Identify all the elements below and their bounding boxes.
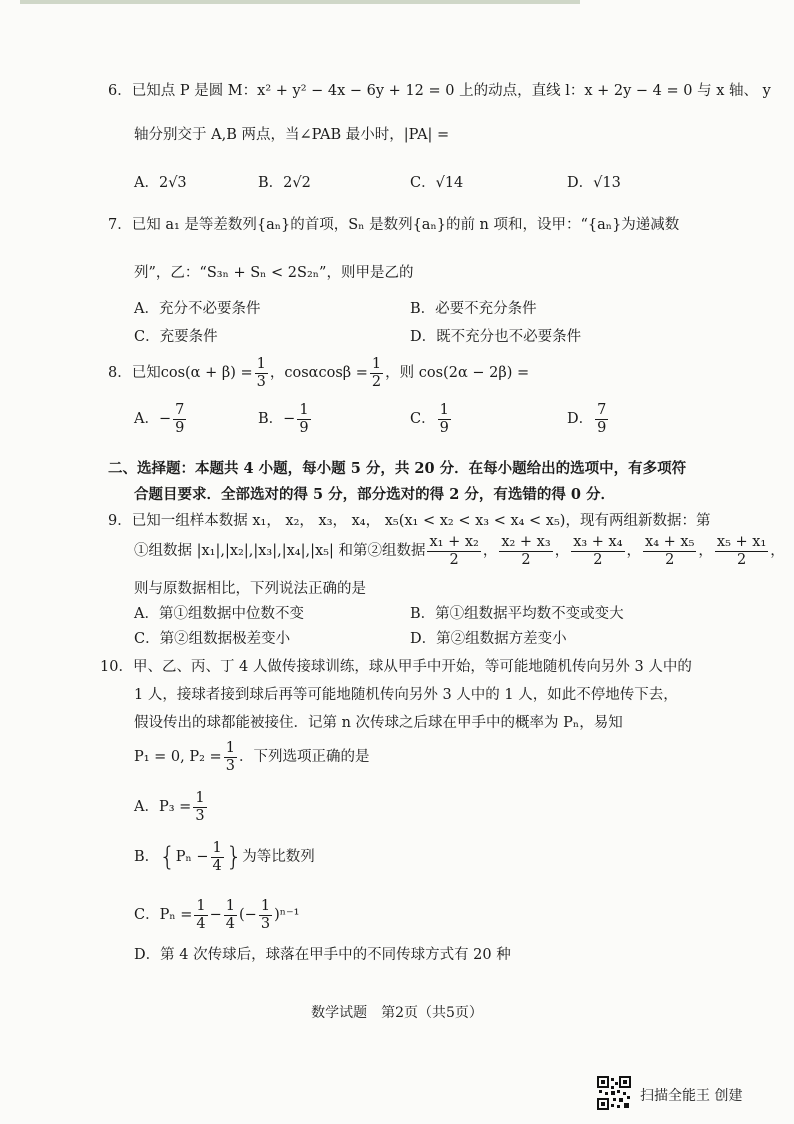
q9-frac-3: $\frac{\text{x₃ + x₄}}{2}$	[573, 534, 623, 568]
q6-option-c: C．√14	[410, 175, 464, 191]
q10-option-d: D．第 4 次传球后，球落在甲手中的不同传球方式有 20 种	[134, 947, 511, 963]
q10-line2: 1 人，接球者接到球后再等可能地随机传向另外 3 人中的 1 人，如此不停地传下去，	[134, 687, 678, 703]
page-footer: 数学试题 第2页（共5页）	[311, 1005, 483, 1021]
q8-fraction-1: $\frac{1}{3}$	[256, 356, 266, 390]
q10-line3: 假设传出的球都能被接住．记第 n 次传球之后球在甲手中的概率为 Pₙ，易知	[134, 715, 623, 731]
q6-option-b: B．2√2	[258, 175, 311, 191]
q7-line1: 7．已知 a₁ 是等差数列{aₙ}的首项，Sₙ 是数列{aₙ}的前 n 项和，设甲：“{aₙ}为递减数	[108, 217, 680, 233]
q9-option-a: A．第①组数据中位数不变	[134, 606, 304, 622]
section2-heading-line2: 合题目要求．全部选对的得 5 分，部分选对的得 2 分，有选错的得 0 分．	[134, 486, 616, 503]
q8-prefix: 8．已知	[108, 365, 161, 382]
q9-option-d: D．第②组数据方差变小	[410, 631, 567, 647]
q6-option-a: A．2√3	[134, 175, 187, 191]
q9-line2: ①组数据 |x₁|,|x₂|,|x₃|,|x₄|,|x₅| 和第②组数据 $\frac{\text{x₁ + x₂}}{2}$ ， $\frac{\text{x₂ + x₃}}{2}$ ， $\frac{\text{x₃ + x₄}}{2}$ ， $\frac{\text{x₄ + x₅}}{2}$ ， $\frac{\text{x₅ + x₁}}{2}$ ，	[134, 534, 785, 568]
q8-option-c: C． $\frac{1}{9}$	[410, 402, 449, 436]
q10-p2-fraction: $\frac{1}{3}$	[225, 740, 235, 774]
q7-line2: 列”，乙：“S₃ₙ + Sₙ < 2S₂ₙ”，则甲是乙的	[134, 265, 414, 281]
q7-option-b: B．必要不充分条件	[410, 301, 537, 317]
q9-frac-5: $\frac{\text{x₅ + x₁}}{2}$	[716, 534, 767, 568]
q10-option-c: C．Pₙ = $\frac{1}{4}$ − $\frac{1}{4}$ (− $\frac{1}{3}$ )ⁿ⁻¹	[134, 898, 300, 932]
q10-option-a: A．P₃ = $\frac{1}{3}$	[134, 790, 205, 824]
q10-line4: P₁ = 0, P₂ = $\frac{1}{3}$ ．下列选项正确的是	[134, 740, 370, 774]
q6-line2: 轴分别交于 A,B 两点，当∠PAB 最小时，|PA| =	[134, 127, 450, 143]
q7-option-a: A．充分不必要条件	[134, 301, 261, 317]
q10-line1: 10．甲、乙、丙、丁 4 人做传接球训练，球从甲手中开始，等可能地随机传向另外 3 人中的	[100, 659, 692, 675]
section2-heading-line1: 二、选择题：本题共 4 小题，每小题 5 分，共 20 分．在每小题给出的选项中，有多项符	[108, 460, 687, 477]
scanner-brand-watermark: 扫描全能王 创建	[640, 1088, 743, 1104]
q8-option-b: B．− $\frac{1}{9}$	[258, 402, 309, 436]
q8-fraction-2: $\frac{1}{2}$	[371, 356, 382, 390]
q8-part3: ，则 cos(2α − 2β) =	[385, 365, 530, 382]
q9-option-b: B．第①组数据平均数不变或变大	[410, 606, 624, 622]
q9-frac-4: $\frac{\text{x₄ + x₅}}{2}$	[645, 534, 695, 568]
q9-line1: 9．已知一组样本数据 x₁， x₂， x₃， x₄， x₅(x₁ < x₂ < x₃ < x₄ < x₅)，现有两组新数据：第	[108, 513, 711, 529]
q9-frac-2: $\frac{\text{x₂ + x₃}}{2}$	[501, 534, 551, 568]
q8-part2: ，cosαcosβ =	[269, 365, 368, 382]
qr-code-icon	[597, 1076, 631, 1110]
q7-option-d: D．既不充分也不必要条件	[410, 329, 582, 345]
q9-frac-1: $\frac{\text{x₁ + x₂}}{2}$	[429, 534, 479, 568]
q9-option-c: C．第②组数据极差变小	[134, 631, 291, 647]
q8-stem	[108, 356, 529, 390]
q7-option-c: C．充要条件	[134, 329, 218, 345]
q8-option-d: D． $\frac{7}{9}$	[567, 402, 607, 436]
q6-option-d: D．√13	[567, 175, 621, 191]
q8-option-a: A．− $\frac{7}{9}$	[134, 402, 185, 436]
q6-line1: 6．已知点 P 是圆 M：x² + y² − 4x − 6y + 12 = 0 上的动点，直线 l：x + 2y − 4 = 0 与 x 轴、 y	[108, 83, 771, 99]
q10-option-b: B．{Pₙ − $\frac{1}{4}$ }为等比数列	[134, 840, 315, 874]
q9-line3: 则与原数据相比，下列说法正确的是	[134, 581, 366, 597]
q8-part1: cos(α + β) =	[160, 365, 253, 382]
